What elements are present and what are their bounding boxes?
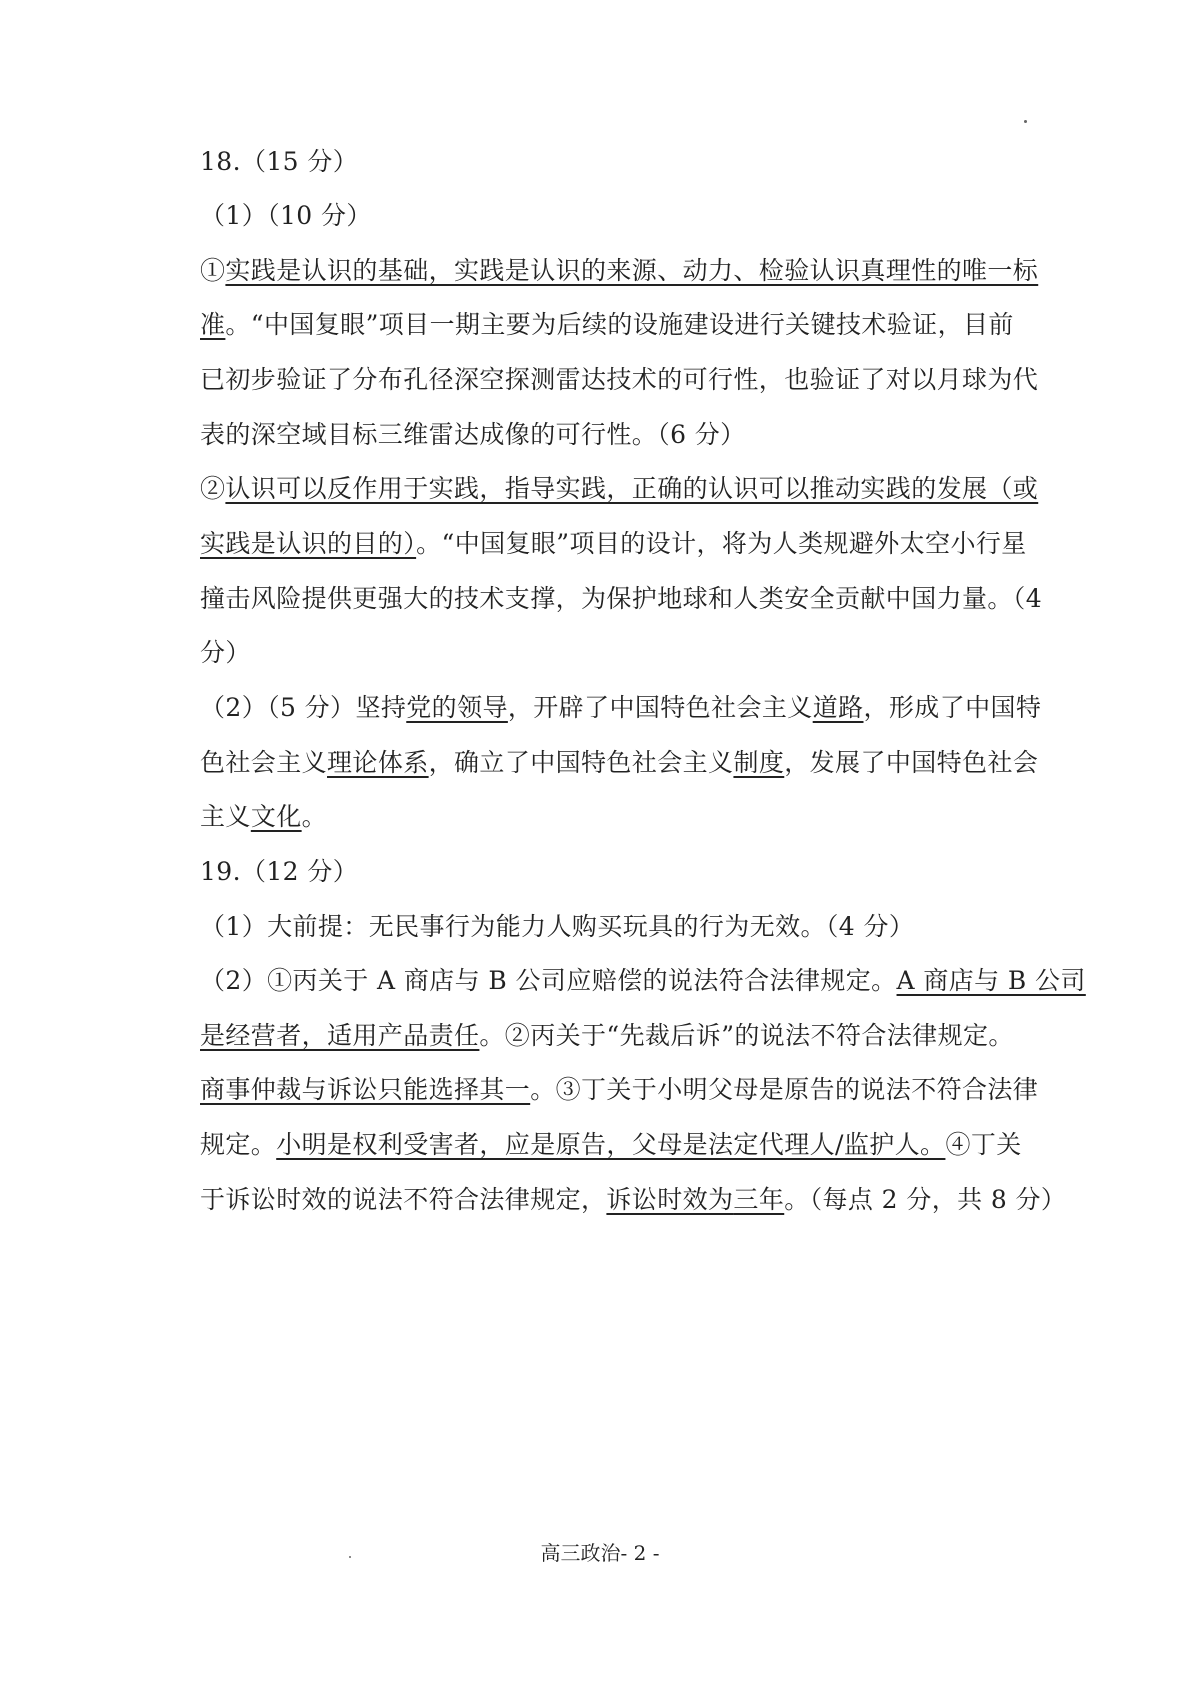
page-footer: 高三政治- 2 -	[540, 1541, 660, 1565]
question-19-header: 19.（12 分）	[200, 857, 359, 886]
q19-part2-line2: 是经营者，适用产品责任。②丙关于“先裁后诉”的说法不符合法律规定。	[200, 1021, 1014, 1050]
key-point-underlined: A 商店与 B 公司	[896, 966, 1086, 995]
key-point-underlined: 是经营者，适用产品责任	[200, 1021, 480, 1050]
key-point-underlined: 准	[200, 310, 226, 339]
q19-part2-line5: 于诉讼时效的说法不符合法律规定，诉讼时效为三年。（每点 2 分，共 8 分）	[200, 1185, 1067, 1214]
q18-p1-point2-line4: 分）	[200, 638, 251, 667]
q18-part2-line2: 色社会主义理论体系，确立了中国特色社会主义制度，发展了中国特色社会	[200, 748, 1039, 777]
explanation-text: 。“中国复眼”项目的设计，将为人类规避外太空小行星	[416, 529, 1027, 558]
q19-part2-line3: 商事仲裁与诉讼只能选择其一。③丁关于小明父母是原告的说法不符合法律	[200, 1075, 1039, 1104]
key-point-underlined: 小明是权利受害者，应是原告，父母是法定代理人/监护人。	[276, 1130, 946, 1159]
key-point-underlined: 实践是认识的基础，实践是认识的来源、动力、检验认识真理性的唯一标	[225, 256, 1039, 285]
q18-part1-header: （1）（10 分）	[200, 201, 372, 230]
q19-part1: （1）大前提：无民事行为能力人购买玩具的行为无效。（4 分）	[200, 912, 915, 941]
q18-p1-point2-line1	[200, 472, 1038, 506]
question-18-header: 18.（15 分）	[200, 147, 359, 176]
key-point-underlined: 诉讼时效为	[606, 1185, 734, 1214]
key-point-underlined: 实践是认识的目的）	[200, 529, 417, 558]
q18-part2-line3: 主义文化。	[200, 802, 328, 831]
keyword-underlined: 文化	[250, 802, 302, 831]
q18-p1-point2-line3: 撞击风险提供更强大的技术支撑，为保护地球和人类安全贡献中国力量。（4	[200, 584, 1043, 613]
key-point-underlined: 三年	[733, 1185, 785, 1214]
keyword-underlined: 理论体系	[327, 748, 429, 777]
q18-p1-point1-line1	[200, 254, 1038, 288]
q18-part2-line1: （2）（5 分）坚持党的领导，开辟了中国特色社会主义道路，形成了中国特	[200, 693, 1042, 722]
scan-speck	[349, 1556, 351, 1558]
keyword-underlined: 制度	[733, 748, 785, 777]
q18-p1-point1-line2	[200, 308, 1014, 342]
q19-part2-line1: （2）①丙关于 A 商店与 B 公司应赔偿的说法符合法律规定。A 商店与 B 公司	[200, 966, 1086, 995]
q19-part2-line4: 规定。小明是权利受害者，应是原告，父母是法定代理人/监护人。④丁关	[200, 1130, 1022, 1159]
q18-p1-point1-line3: 已初步验证了分布孔径深空探测雷达技术的可行性，也验证了对以月球为代	[200, 365, 1039, 394]
keyword-underlined: 党的领导	[406, 693, 508, 722]
explanation-text: 。“中国复眼”项目一期主要为后续的设施建设进行关键技术验证，目前	[225, 310, 1014, 339]
q18-p1-point2-line2	[200, 527, 1027, 561]
key-point-underlined: 商事仲裁与诉讼只能选择其一	[200, 1075, 531, 1104]
circled-number-2: ②	[200, 474, 226, 503]
scan-speck	[1024, 120, 1027, 123]
q18-p1-point1-line4: 表的深空域目标三维雷达成像的可行性。（6 分）	[200, 420, 746, 449]
key-point-underlined: 认识可以反作用于实践，指导实践，正确的认识可以推动实践的发展（或	[225, 474, 1039, 503]
circled-number-1: ①	[200, 256, 226, 285]
keyword-underlined: 道路	[812, 693, 864, 722]
